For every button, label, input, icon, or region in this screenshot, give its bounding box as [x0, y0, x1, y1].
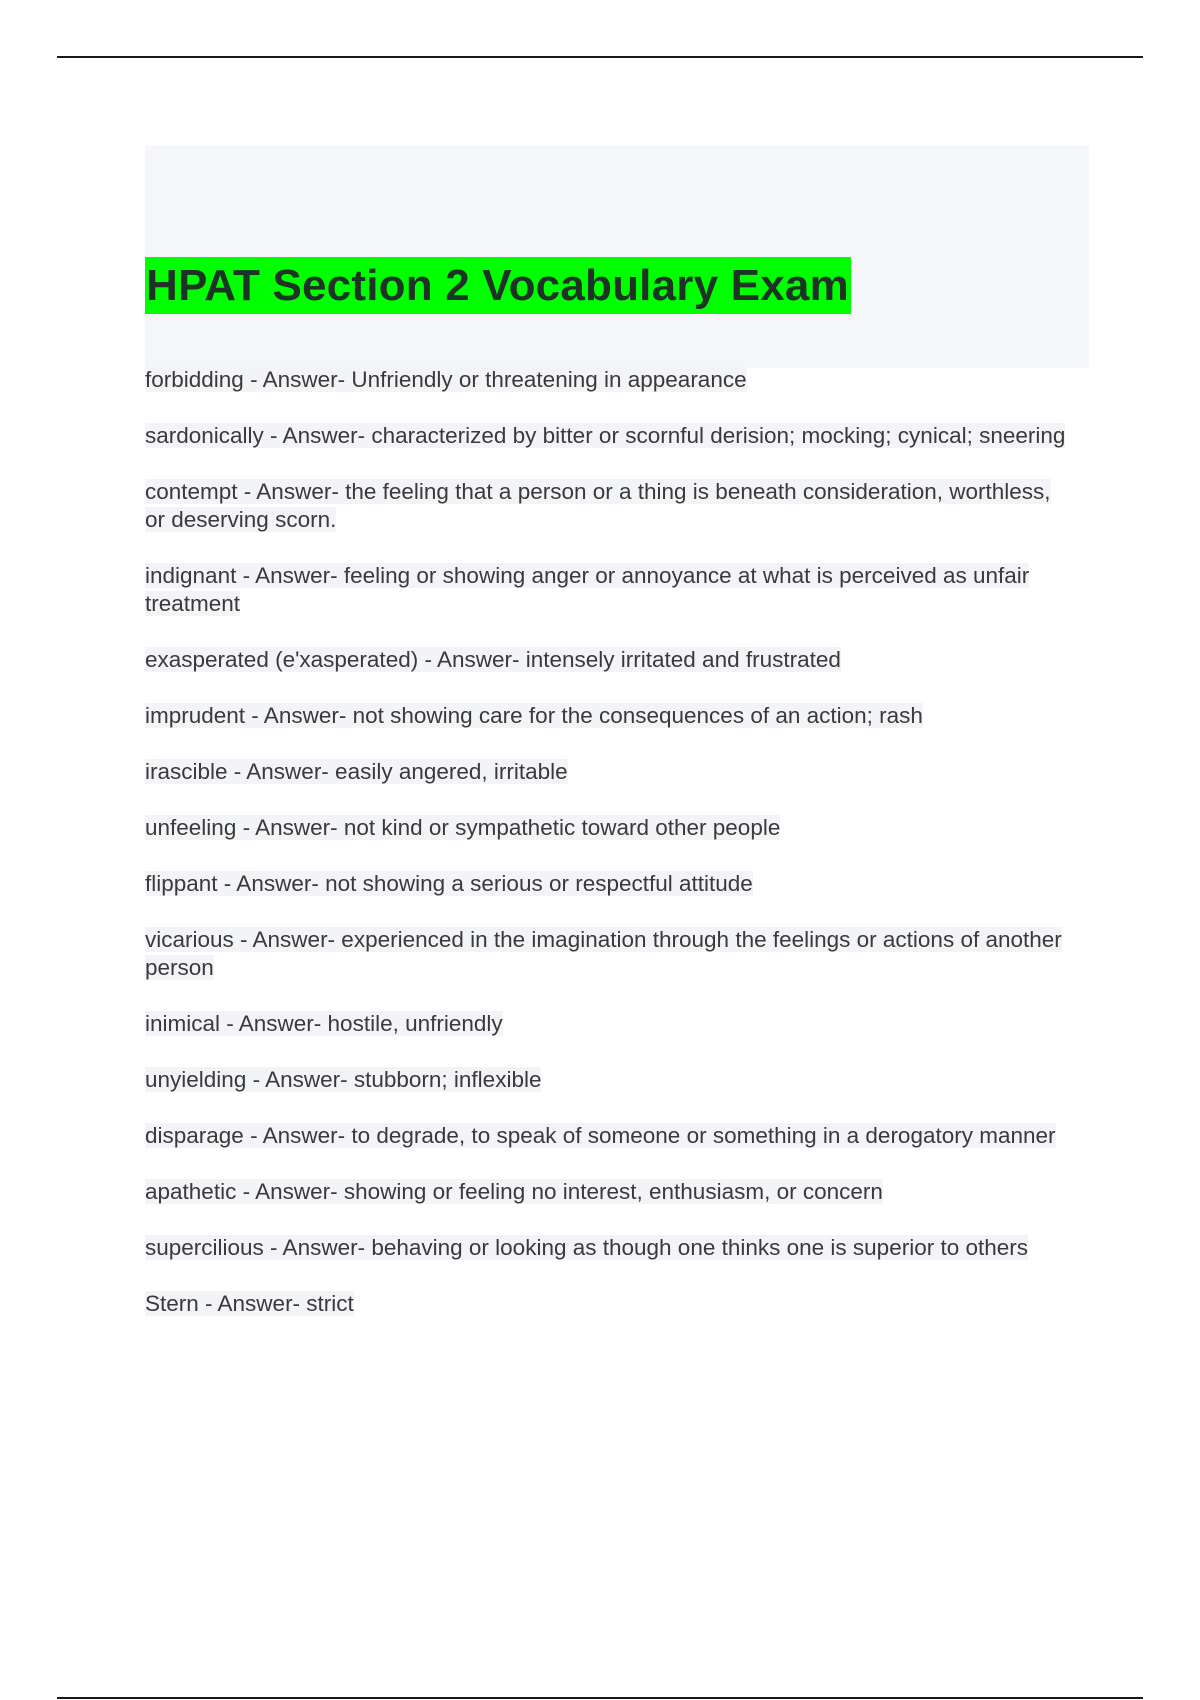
entry-text: contempt - Answer- the feeling that a person or a thing is beneath consideration, worthless, or deserving scorn. [145, 479, 1051, 532]
list-item [145, 366, 1075, 394]
entry-text: imprudent - Answer- not showing care for the consequences of an action; rash [145, 703, 923, 728]
entry-text: exasperated (e'xasperated) - Answer- intensely irritated and frustrated [145, 647, 841, 672]
list-item [145, 1178, 1075, 1206]
entry-text: unfeeling - Answer- not kind or sympathetic toward other people [145, 815, 781, 840]
entry-text: supercilious - Answer- behaving or looking as though one thinks one is superior to others [145, 1235, 1029, 1260]
list-item [145, 478, 1075, 534]
entry-text: inimical - Answer- hostile, unfriendly [145, 1011, 503, 1036]
entry-text: forbidding - Answer- Unfriendly or threatening in appearance [145, 367, 747, 392]
entry-text: flippant - Answer- not showing a serious or respectful attitude [145, 871, 753, 896]
vocabulary-list [145, 366, 1075, 1346]
list-item [145, 702, 1075, 730]
entry-text: apathetic - Answer- showing or feeling no interest, enthusiasm, or concern [145, 1179, 883, 1204]
list-item [145, 422, 1075, 450]
list-item [145, 758, 1075, 786]
entry-text: indignant - Answer- feeling or showing anger or annoyance at what is perceived as unfair treatment [145, 563, 1030, 616]
list-item [145, 1010, 1075, 1038]
list-item [145, 814, 1075, 842]
page-title: HPAT Section 2 Vocabulary Exam [145, 257, 851, 314]
list-item [145, 1066, 1075, 1094]
top-rule [57, 56, 1143, 58]
entry-text: unyielding - Answer- stubborn; inflexible [145, 1067, 542, 1092]
entry-text: irascible - Answer- easily angered, irritable [145, 759, 568, 784]
list-item [145, 1122, 1075, 1150]
list-item [145, 1290, 1075, 1318]
bottom-rule [57, 1697, 1143, 1699]
entry-text: Stern - Answer- strict [145, 1291, 354, 1316]
list-item [145, 562, 1075, 618]
entry-text: sardonically - Answer- characterized by bitter or scornful derision; mocking; cynical; sneering [145, 423, 1066, 448]
list-item [145, 646, 1075, 674]
list-item [145, 1234, 1075, 1262]
entry-text: disparage - Answer- to degrade, to speak of someone or something in a derogatory manner [145, 1123, 1056, 1148]
list-item [145, 926, 1075, 982]
entry-text: vicarious - Answer- experienced in the imagination through the feelings or actions of another person [145, 927, 1062, 980]
list-item [145, 870, 1075, 898]
